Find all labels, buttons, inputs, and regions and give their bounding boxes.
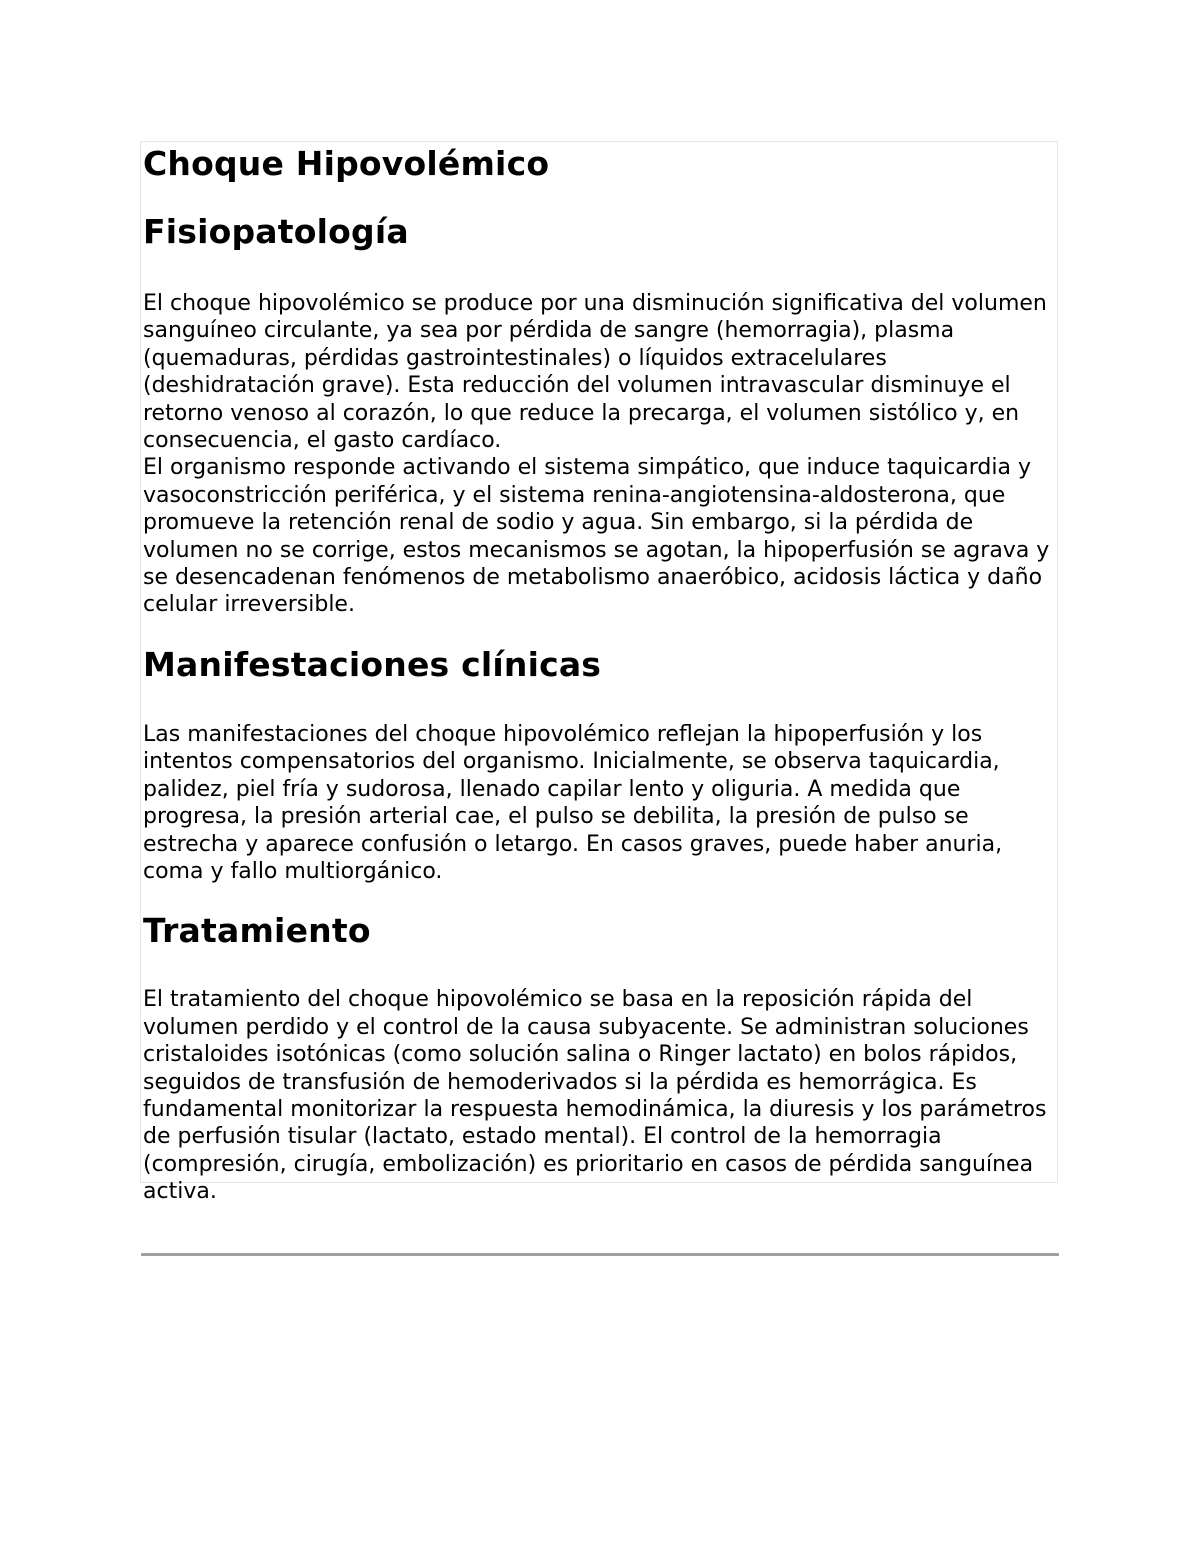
document-content — [140, 141, 1058, 1205]
paragraph: El tratamiento del choque hipovolémico se basa en la reposición rápida del volumen perdido y el control de la causa subyacente. Se administran soluciones cristaloides isotónicas (como solución salina o Ringer lactato) en bolos rápidos, seguidos de transfusión de hemoderivados si la pérdida es hemorrágica. Es fundamental monitorizar la respuesta hemodinámica, la diuresis y los parámetros de perfusión tisular (lactato, estado mental). El control de la hemorragia (compresión, cirugía, embolización) es prioritario en casos de pérdida sanguínea activa. — [143, 987, 1047, 1205]
paragraph: El organismo responde activando el sistema simpático, que induce taquicardia y vasoconstricción periférica, y el sistema renina-angiotensina-aldosterona, que promueve la retención renal de sodio y agua. Sin embargo, si la pérdida de volumen no se corrige, estos mecanismos se agotan, la hipoperfusión se agrava y se desencadenan fenómenos de metabolismo anaeróbico, acidosis láctica y daño celular irreversible. — [143, 455, 1050, 618]
section-body-fisiopatologia — [143, 290, 1057, 619]
section-heading-tratamiento: Tratamiento — [143, 911, 371, 951]
document-title: Choque Hipovolémico — [143, 144, 550, 183]
section-body-tratamiento — [143, 986, 1057, 1205]
section-body-manifestaciones — [143, 721, 1057, 885]
horizontal-divider — [141, 1253, 1059, 1256]
section-heading-fisiopatologia: Fisiopatología — [143, 212, 409, 251]
section-heading-manifestaciones: Manifestaciones clínicas — [143, 644, 602, 684]
paragraph: Las manifestaciones del choque hipovolémico reflejan la hipoperfusión y los intentos compensatorios del organismo. Inicialmente, se observa taquicardia, palidez, piel fría y sudorosa, llenado capilar lento y oliguria. A medida que progresa, la presión arterial cae, el pulso se debilita, la presión de pulso se estrecha y aparece confusión o letargo. En casos graves, puede haber anuria, coma y fallo multiorgánico. — [143, 721, 1003, 884]
paragraph: El choque hipovolémico se produce por una disminución significativa del volumen sanguíneo circulante, ya sea por pérdida de sangre (hemorragia), plasma (quemaduras, pérdidas gastrointestinales) o líquidos extracelulares (deshidratación grave). Esta reducción del volumen intravascular disminuye el retorno venoso al corazón, lo que reduce la precarga, el volumen sistólico y, en consecuencia, el gasto cardíaco. — [143, 291, 1047, 454]
